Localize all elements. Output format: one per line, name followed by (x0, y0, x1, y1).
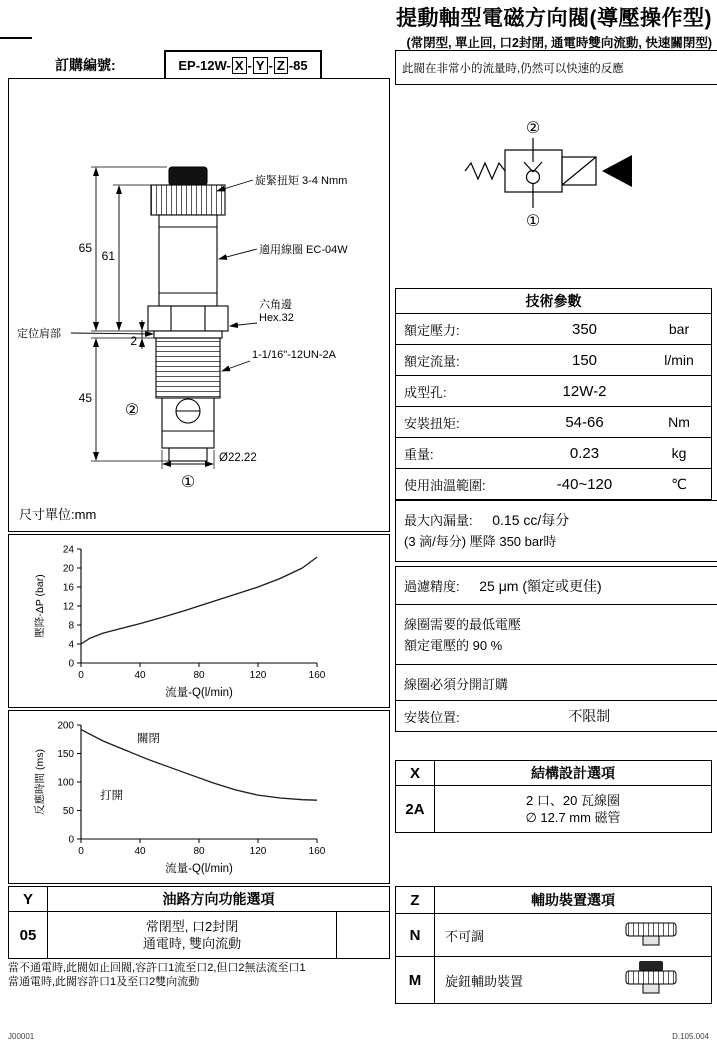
page-header (396, 2, 712, 51)
mounting-box (395, 700, 717, 732)
spec-unit: Nm (668, 414, 690, 430)
leakage-value: 0.15 cc/每分 (492, 512, 570, 528)
response-time-chart-canvas (9, 711, 385, 879)
spec-row-flow (396, 344, 711, 375)
svg-text:160: 160 (308, 670, 326, 681)
spec-unit: ℃ (671, 475, 687, 492)
x-table-title: 結構設計選項 (531, 765, 615, 781)
spec-unit: kg (671, 445, 687, 461)
coil-retaining-nut (151, 185, 225, 215)
y-table-row (9, 911, 389, 958)
order-code-y: Y (253, 57, 268, 74)
svg-text:120: 120 (249, 670, 267, 681)
valve-drawing (9, 79, 387, 527)
y-row-empty-cell (336, 912, 389, 958)
symbol-port-1: ① (525, 213, 541, 230)
svg-text:80: 80 (193, 670, 205, 681)
svg-text:200: 200 (57, 720, 74, 732)
svg-text:100: 100 (57, 777, 74, 789)
svg-text:80: 80 (193, 846, 205, 857)
z-table-key: Z (396, 887, 435, 913)
valve-drawing-panel (8, 78, 390, 532)
svg-text:0: 0 (68, 658, 74, 670)
dim-2-label: 2 (130, 334, 137, 348)
z-table-row-m (396, 956, 711, 1003)
spec-row-temperature (396, 468, 711, 499)
callout-coil: 適用線圈 EC-04W (259, 244, 348, 256)
x-table-row (396, 785, 711, 832)
order-number-label: 訂購編號: (55, 57, 116, 73)
spec-label: 重量: (404, 446, 434, 462)
coil-voltage-line1: 線圈需要的最低電壓 (404, 617, 522, 632)
x-table-key: X (396, 761, 435, 785)
z-row-m-key: M (396, 957, 435, 1003)
svg-text:12: 12 (62, 601, 74, 613)
quick-response-note: 此閥在非常小的流量時,仍然可以快速的反應 (395, 50, 717, 85)
spec-value: 0.23 (569, 444, 600, 462)
unit-note: 尺寸單位:mm (19, 507, 97, 522)
dim-65-label: 65 (78, 241, 92, 255)
specs-title: 技術參數 (525, 293, 582, 309)
order-code-prefix: EP-12W- (178, 57, 231, 73)
symbol-solenoid-arrow (602, 155, 632, 187)
hex-nut (148, 306, 228, 331)
valve-nose (169, 448, 207, 461)
locating-shoulder (154, 331, 222, 338)
symbol-spring (465, 163, 505, 179)
svg-text:0: 0 (68, 834, 74, 846)
dim-61-label: 61 (101, 249, 115, 263)
spec-unit: bar (668, 321, 690, 337)
svg-text:24: 24 (62, 544, 74, 556)
spec-row-cavity (396, 375, 711, 406)
filtration-box (395, 566, 717, 606)
filtration-label: 過濾精度: (404, 578, 460, 594)
svg-text:0: 0 (78, 670, 84, 681)
svg-text:20: 20 (62, 563, 74, 575)
callout-thread: 1-1/16"-12UN-2A (252, 349, 336, 361)
callout-hex-value: Hex.32 (259, 312, 294, 324)
order-code-dash1: - (247, 57, 252, 73)
callout-shoulder: 定位肩部 (17, 328, 61, 340)
svg-text:流量-Q(l/min): 流量-Q(l/min) (165, 687, 233, 699)
spec-label: 額定流量: (404, 353, 460, 369)
y-table-title: 油路方向功能選項 (162, 891, 275, 907)
y-row-line1: 常閉型, 口2封閉 (145, 919, 239, 934)
leakage-note: (3 滴/每分) 壓降 350 bar時 (404, 534, 557, 549)
y-option-table (8, 886, 390, 959)
svg-text:40: 40 (134, 846, 146, 857)
x-row-line1: 2 口、20 瓦線圈 (526, 793, 620, 808)
dim-45-label: 45 (78, 391, 92, 405)
coil-order-box (395, 664, 717, 704)
coil-voltage-line2: 額定電壓的 90 % (404, 638, 503, 653)
spec-row-weight (396, 437, 711, 468)
svg-text:流量-Q(l/min): 流量-Q(l/min) (165, 863, 233, 875)
svg-text:120: 120 (249, 846, 267, 857)
mounting-value: 不限制 (568, 708, 611, 724)
page-subtitle: (常閉型, 單止回, 口2封閉, 通電時雙向流動, 快速關閉型) (406, 36, 712, 50)
coil-tube (159, 215, 217, 306)
footer-left: J00001 (8, 1032, 35, 1041)
spec-label: 安裝扭矩: (404, 415, 460, 431)
z-row-n-label: 不可調 (445, 928, 485, 944)
order-code-suffix: -85 (288, 57, 308, 73)
order-code-z: Z (274, 57, 288, 74)
page-footer (8, 1032, 709, 1041)
hydraulic-symbol (450, 100, 670, 270)
dim-diameter-label: Ø22.22 (219, 452, 257, 464)
mounting-label: 安裝位置: (404, 709, 460, 725)
y-row-key: 05 (9, 912, 48, 958)
spec-value: 150 (571, 351, 598, 369)
z-row-m-label: 旋鈕輔助裝置 (445, 973, 524, 989)
y-row-line2: 通電時, 雙向流動 (142, 936, 242, 951)
svg-text:160: 160 (308, 846, 326, 857)
fixed-cap-icon (616, 918, 686, 952)
x-row-key: 2A (396, 786, 435, 832)
order-code-x: X (232, 57, 247, 74)
filtration-value: 25 μm (額定或更佳) (479, 577, 602, 594)
svg-text:50: 50 (62, 806, 74, 817)
y-table-notes (8, 961, 390, 989)
spec-row-pressure (396, 313, 711, 344)
callout-hex-label: 六角邊 (259, 299, 292, 311)
symbol-port-2: ② (525, 120, 541, 137)
spec-label: 使用油溫範圍: (404, 477, 486, 493)
svg-text:0: 0 (78, 846, 84, 857)
svg-text:打開: 打開 (100, 790, 124, 803)
leakage-box (395, 500, 717, 562)
order-code-dash2: - (268, 57, 273, 73)
spec-label: 額定壓力: (404, 322, 460, 338)
x-row-line2: ∅ 12.7 mm 磁管 (525, 810, 621, 825)
leakage-label: 最大內漏量: (404, 513, 473, 528)
svg-text:16: 16 (62, 582, 74, 594)
svg-text:反應時間 (ms): 反應時間 (ms) (34, 749, 46, 815)
valve-top-knob (169, 167, 207, 185)
spec-value: -40~120 (556, 475, 613, 493)
response-time-chart (8, 710, 390, 884)
svg-text:4: 4 (68, 639, 74, 651)
spec-row-torque (396, 406, 711, 437)
callout-torque: 旋緊扭矩 3-4 Nmm (255, 175, 348, 187)
header-rule (0, 37, 32, 39)
pressure-drop-chart (8, 534, 390, 708)
z-table-title: 輔助裝置選項 (531, 892, 615, 908)
footer-right: D.105.004 (672, 1032, 709, 1041)
spec-value: 12W-2 (562, 382, 607, 400)
page-title: 提動軸型電磁方向閥(導壓操作型) (396, 7, 712, 30)
x-option-table (395, 760, 712, 833)
coil-voltage-box (395, 604, 717, 666)
drawing-port-1: ① (180, 474, 196, 491)
svg-text:40: 40 (134, 670, 146, 681)
order-code (164, 50, 322, 80)
z-option-table (395, 886, 712, 1004)
svg-text:8: 8 (68, 620, 74, 632)
drawing-port-2: ② (124, 402, 140, 419)
note-line2: 當通電時,此閥容許口1及至口2雙向流動 (8, 976, 200, 988)
spec-value: 54-66 (565, 413, 604, 431)
svg-text:150: 150 (57, 749, 74, 760)
z-table-row-n (396, 913, 711, 956)
svg-text:關閉: 關閉 (137, 733, 161, 746)
spec-value: 350 (571, 320, 598, 338)
spec-label: 成型孔: (404, 384, 447, 400)
coil-order-note: 線圈必須分開訂購 (404, 676, 509, 692)
knob-icon (616, 959, 686, 1001)
threaded-section (156, 338, 220, 398)
svg-text:壓降-ΔP (bar): 壓降-ΔP (bar) (34, 574, 46, 638)
y-table-key: Y (9, 887, 48, 911)
specs-table (395, 288, 712, 500)
spec-unit: l/min (664, 352, 694, 368)
z-row-n-key: N (396, 914, 435, 956)
note-line1: 當不通電時,此閥如止回閥,容許口1流至口2,但口2無法流至口1 (8, 962, 306, 974)
symbol-check-ball (527, 171, 540, 184)
valve-body-graphic (148, 167, 228, 461)
pressure-drop-chart-canvas (9, 535, 385, 703)
